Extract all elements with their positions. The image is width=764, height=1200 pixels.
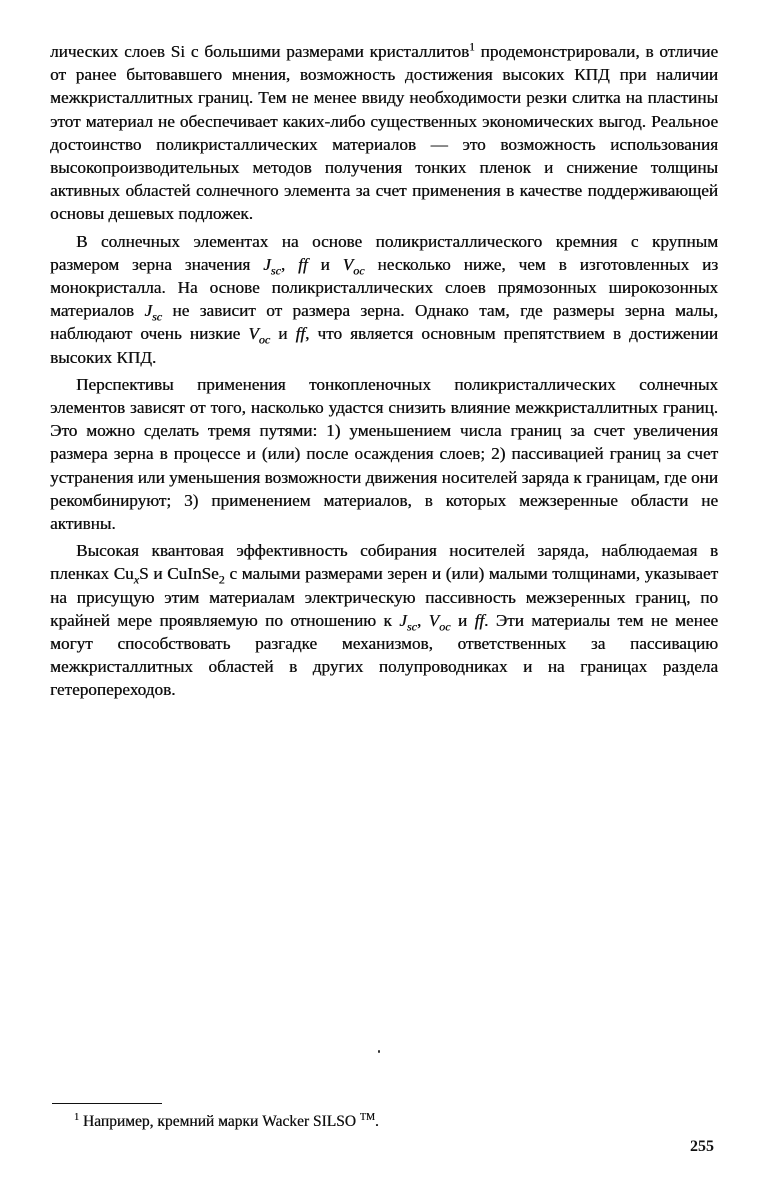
paragraph-4 <box>50 539 718 701</box>
voc-symbol: V <box>248 324 259 344</box>
paragraph-3-text: Перспективы применения тонкопленочных поликристаллических солнечных элементов зависят от того, насколько удастся снизить влияние межкристаллитных границ. Это можно сделать тремя путями: 1) уменьшением числа границ за счет увеличения размера зерна в процессе и (или) после осаждения слоев; 2) пассивацией границ за счет устранения или уменьшения возможности движения носителей заряда к границам, где они рекомбинируют; 3) применением материалов, в которых межзеренные области не активны. <box>50 374 718 534</box>
paragraph-4-text: . Эти материалы тем не менее могут способствовать разгадке механизмов, ответственных за пассивацию межкристаллитных областей в других полупроводниках и на границах раздела гетеропереходов. <box>50 610 719 700</box>
ff-symbol: ff <box>295 324 306 344</box>
jsc-symbol: J <box>263 254 271 274</box>
jsc-symbol: J <box>144 301 152 321</box>
voc-symbol: V <box>428 610 440 630</box>
footnote-divider <box>52 1103 162 1104</box>
page-number: 255 <box>690 1138 714 1155</box>
jsc-subscript: sc <box>151 309 163 324</box>
footnote-reference: 1 <box>469 41 475 54</box>
jsc-subscript: sc <box>270 263 281 278</box>
scan-speck <box>378 1050 380 1053</box>
jsc-symbol: J <box>399 610 407 630</box>
paragraph-4-text: и <box>450 610 475 630</box>
footnote-end: . <box>374 1113 379 1130</box>
paragraph-2-text: не зависит от размера зерна. Однако там, где размеры зерна малы, наблюдают очень низкие <box>50 301 718 344</box>
paragraph-1-text: лических слоев Si с большими размерами кристаллитов <box>50 42 470 61</box>
cuinse2-formula: CuInSe <box>167 564 219 584</box>
paragraph-2-text: и <box>307 254 343 274</box>
paragraph-1-text-cont: продемонстрировали, в отличие от ранее бытовавшего мнения, возможность достижения высоких КПД при наличии межкристаллитных границ. Тем не менее ввиду необходимости резки слитка на пластины этот материал не обеспечивает каких-либо существенных экономических выгод. Реальное достоинство поликристаллических материалов — это возможность использования высокопроизводительных методов получения тонких пленок и снижение толщины активных областей солнечного элемента за счет применения в качестве поддерживающей основы дешевых подложек. <box>50 42 718 224</box>
ff-symbol: ff <box>474 610 485 630</box>
paragraph-1 <box>50 40 718 226</box>
cuxs-subscript: x <box>133 572 139 587</box>
paragraph-4-text: с малыми размерами зерен и (или) малыми толщинами, указывает на присущую этим материалам электрическую пассивность межзеренных границ, по крайней мере проявляемую по отношению к <box>50 564 718 630</box>
cuinse2-subscript: 2 <box>218 572 225 587</box>
body-text <box>50 40 718 702</box>
footnote <box>74 1111 694 1133</box>
paragraph-2-text: и <box>270 324 296 344</box>
footnote-marker: 1 <box>74 1111 80 1123</box>
paragraph-2-text: несколько ниже, чем в изготовленных из монокристалла. На основе поликристаллических слоев прямозонных широкозонных материалов <box>50 254 719 321</box>
paragraph-4-text: S и <box>139 564 168 584</box>
ff-symbol: ff <box>298 254 308 274</box>
paragraph-3 <box>50 373 718 535</box>
trademark-mark: TM <box>359 1111 375 1123</box>
voc-symbol: V <box>342 254 354 274</box>
cuxs-formula: Cu <box>113 564 134 584</box>
voc-subscript: oc <box>439 619 451 634</box>
paragraph-2-text: , что является основным препятствием в достижении высоких КПД. <box>50 324 718 367</box>
paragraph-2 <box>50 230 718 369</box>
paragraph-4-text: , <box>416 610 429 630</box>
footnote-text: Например, кремний марки Wacker SILSO <box>79 1113 360 1130</box>
voc-subscript: oc <box>353 263 365 278</box>
paragraph-2-text: В солнечных элементах на основе поликристаллического кремния с крупным размером зерна значения <box>50 231 718 274</box>
voc-subscript: oc <box>258 332 271 347</box>
paragraph-4-text: Высокая квантовая эффективность собирания носителей заряда, наблюдаемая в пленках <box>50 541 718 584</box>
paragraph-2-text: , <box>280 254 299 274</box>
jsc-subscript: sc <box>406 619 417 634</box>
